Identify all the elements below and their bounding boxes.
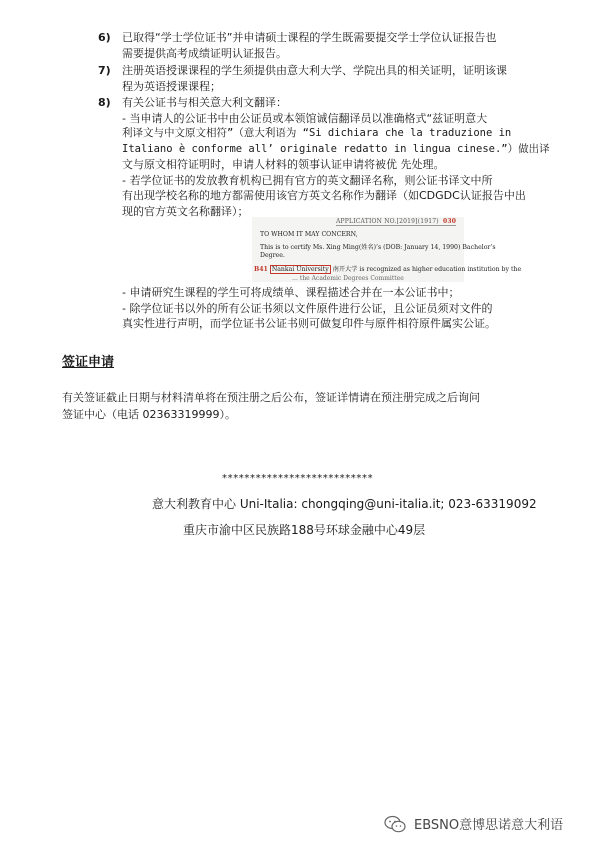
certificate-line: TO WHOM IT MAY CONCERN, bbox=[260, 231, 358, 238]
text-line: - 除学位证书以外的所有公证书须以文件原件进行公证，且公证员须对文件的 bbox=[122, 301, 493, 315]
text-line: 文与原文相符证明时，申请人材料的领事认证申请将被优 先处理。 bbox=[122, 158, 445, 171]
item-number: 8) bbox=[98, 96, 111, 109]
text-line: 已取得“学士学位证书”并申请硕士课程的学生既需要提交学士学位认证报告也 bbox=[122, 31, 497, 44]
certificate-code: B41 bbox=[254, 266, 268, 273]
text-line: 程为英语授课课程； bbox=[122, 79, 221, 93]
text-line: 有出现学校名称的地方都需使用该官方英文名称作为翻译（如CDGDC认证报告中出 bbox=[122, 189, 526, 202]
wechat-icon bbox=[384, 815, 406, 833]
contact-line: 意大利教育中心 Uni-Italia: chongqing@uni-italia.it; 023-63319092 bbox=[152, 497, 537, 511]
certificate-line: Degree. bbox=[260, 252, 285, 259]
text-line: 利译文与中文原文相符”（意大利语为 “Si dichiara che la traduzione in bbox=[122, 127, 512, 139]
divider-stars: *************************** bbox=[222, 473, 374, 484]
text-line: 需要提供高考成绩证明认证报告。 bbox=[122, 46, 287, 60]
item-number: 7) bbox=[98, 64, 111, 77]
text-line: 有关公证书与相关意大利文翻译： bbox=[122, 96, 287, 109]
item-text bbox=[122, 95, 562, 219]
text-line: 现的官方英文名称翻译）； bbox=[122, 204, 249, 218]
certificate-line: This is to certify Ms. Xing Ming(姓名)’s (DOB: January 14, 1990) Bachelor’s bbox=[260, 244, 496, 251]
address-line: 重庆市渝中区民族路188号环球金融中心49层 bbox=[183, 523, 426, 537]
text-line: - 当申请人的公证书中由公证员或本领馆诚信翻译员以准确格式“兹证明意大 bbox=[122, 111, 488, 125]
application-code: 030 bbox=[442, 218, 457, 225]
certificate-line: … the Academic Degrees Committee bbox=[292, 275, 404, 282]
certificate-sample-image bbox=[252, 217, 522, 282]
item-text bbox=[122, 30, 562, 61]
application-label: APPLICATION NO.[2019](1917) bbox=[336, 218, 441, 225]
certificate-line bbox=[254, 264, 521, 273]
visa-paragraph bbox=[62, 389, 552, 423]
text-line: 真实性进行声明，而学位证书公证书则可做复印件与原件相符原件属实公证。 bbox=[122, 317, 496, 330]
divider bbox=[336, 225, 456, 226]
item-text bbox=[122, 63, 562, 94]
text-line: Italiano è conforme all’ originale redatto in lingua cinese.”）做出译 bbox=[122, 142, 550, 155]
text-line: - 若学位证书的发放教育机构已拥有官方的英文翻译名称，则公证书译文中所 bbox=[122, 173, 493, 187]
certificate-line-rest: 南开大学 is recognized as higher education institution by the bbox=[332, 266, 522, 273]
watermark bbox=[384, 814, 563, 833]
university-name-highlight: Nankai University bbox=[271, 266, 329, 273]
notarization-notes bbox=[122, 285, 562, 332]
watermark-text: EBSNO意博思诺意大利语 bbox=[414, 818, 564, 833]
text-line: - 申请研究生课程的学生可将成绩单、课程描述合并在一本公证书中； bbox=[122, 286, 460, 299]
text-line: 有关签证截止日期与材料清单将在预注册之后公布，签证详情请在预注册完成之后询问 bbox=[62, 391, 480, 404]
item-number: 6) bbox=[98, 31, 111, 44]
text-line: 注册英语授课课程的学生须提供由意大利大学、学院出具的相关证明，证明该课 bbox=[122, 64, 507, 77]
section-heading: 签证申请 bbox=[62, 355, 115, 370]
text-line: 签证中心（电话 02363319999）。 bbox=[62, 408, 236, 421]
application-number bbox=[336, 218, 456, 225]
